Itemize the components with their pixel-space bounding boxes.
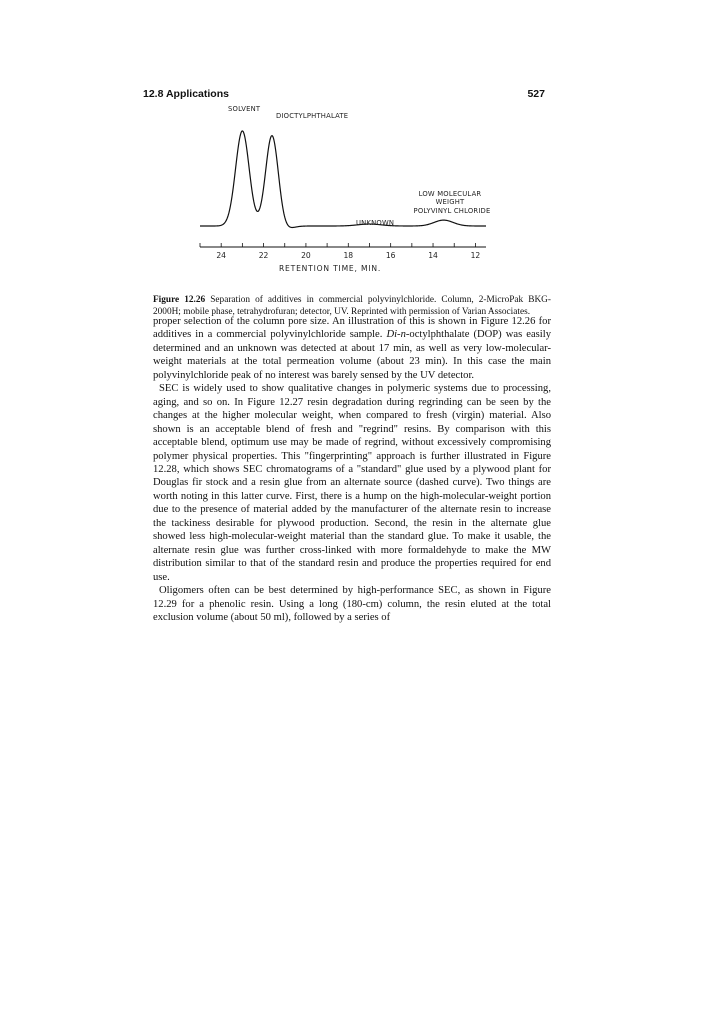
paragraph-2: SEC is widely used to show qualitative changes in polymeric systems due to processing, aging, and so on. In Figure 12.27 resin degradation during regrinding can be seen by the changes at the higher molecular weight, when compared to fresh (virgin) material. Also shown is an acceptable blend of fresh and "regrind" resins. By comparison with this acceptable blend, optimum use may be made of regrind, without excessively compromising polymer physical properties. This "fingerprinting" approach is further illustrated in Figure 12.28, which shows SEC chromatograms of a "standard" glue used by a plywood plant for Douglas fir stock and a resin glue from an alternate source (dashed curve). Two things are worth noting in this latter curve. First, there is a hump on the high-molecular-weight portion due to the presence of material added by the manufacturer of the alternate resin to increase the tackiness desirable for plywood production. Second, the resin in the alternate glue showed less high-molecular-weight material than the standard glue. To make it usable, the alternate resin glue was further cross-linked with more formaldehyde to make the MW distribution similar to that of the standard resin and produce the properties required for end use. bbox=[153, 383, 551, 583]
x-tick-label: 18 bbox=[343, 251, 354, 260]
peak-label-lmw-line3: POLYVINYL CHLORIDE bbox=[413, 207, 491, 215]
x-axis bbox=[200, 243, 486, 260]
paragraph-1-rest: octylphthalate (DOP) was easily determined and an unknown was detected at about 17 min, as well as very low-molecular-weight materials at the total permeation volume (about 23 min). In this case the main polyvinylchloride peak of no interest was barely sensed by the UV detector. bbox=[153, 329, 551, 381]
caption-label: Figure 12.26 bbox=[153, 295, 206, 305]
chromatogram-chart bbox=[190, 100, 520, 280]
peak-label-lmw-line1: LOW MOLECULAR bbox=[418, 190, 482, 198]
paragraph-3: Oligomers often can be best determined by high-performance SEC, as shown in Figure 12.29 for a phenolic resin. Using a long (180-cm) column, the resin eluted at the total exclusion volume (about 50 ml), followed by a series of bbox=[153, 585, 551, 623]
page-number: 527 bbox=[527, 88, 545, 100]
x-tick-label: 20 bbox=[301, 251, 311, 260]
peak-label-solvent: SOLVENT bbox=[228, 105, 261, 113]
chromatogram-figure bbox=[190, 100, 520, 280]
x-tick-label: 14 bbox=[428, 251, 438, 260]
x-tick-label: 12 bbox=[470, 251, 481, 260]
x-axis-title: RETENTION TIME, MIN. bbox=[278, 264, 382, 273]
peak-label-lmw-line2: WEIGHT bbox=[435, 198, 465, 206]
caption-text: Separation of additives in commercial polyvinylchloride. Column, 2-MicroPak BKG-2000H; mobile phase, tetrahydrofuran; detector, UV. Reprinted with permission of Varian Associates. bbox=[153, 295, 551, 317]
x-tick-label: 16 bbox=[385, 251, 396, 260]
paragraph-1-italic: Di-n- bbox=[386, 329, 410, 341]
x-tick-label: 24 bbox=[216, 251, 227, 260]
paragraph-1-text: proper selection of the column pore size. An illustration of this is shown in Figure 12.26 for additives in a commercial polyvinylchloride sample. bbox=[153, 316, 551, 341]
paragraph-1 bbox=[153, 315, 551, 382]
x-tick-label: 22 bbox=[258, 251, 269, 260]
peak-label-unknown: UNKNOWN bbox=[356, 219, 395, 227]
body-text bbox=[153, 315, 551, 624]
section-header: 12.8 Applications bbox=[143, 88, 229, 100]
peak-label-dop: DIOCTYLPHTHALATE bbox=[276, 112, 349, 120]
